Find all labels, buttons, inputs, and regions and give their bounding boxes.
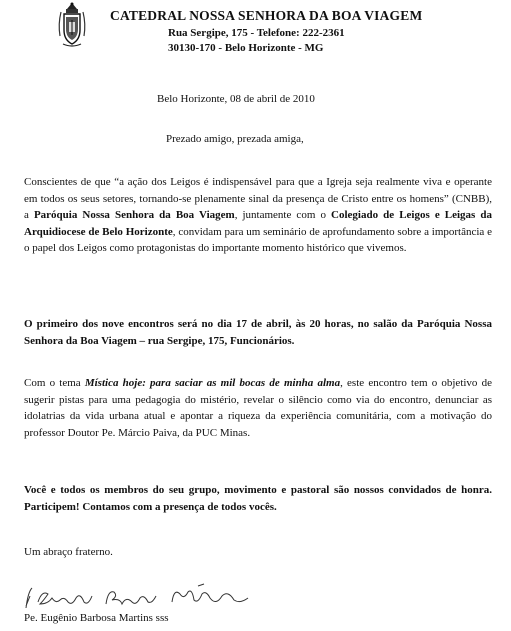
letterhead: [110, 8, 430, 56]
colegiado-name: Colegiado de Leigos e Leigas da Arquidiocese de Belo Horizonte: [24, 209, 493, 238]
paragraph-first-meeting: O primeiro dos nove encontros será no dia 17 de abril, às 20 horas, no salão da Paróquia Nossa Senhora da Boa Viagem – rua Sergipe, 175, Funcionários.: [24, 318, 492, 347]
p3-text-a: Com o tema: [24, 377, 85, 389]
paragraph-invitation: [24, 174, 492, 257]
church-name: CATEDRAL NOSSA SENHORA DA BOA VIAGEM: [110, 8, 423, 23]
parish-name: Paróquia Nossa Senhora da Boa Viagem: [33, 209, 235, 222]
p3-text-c: , este encontro tem o objetivo de sugerir pistas para uma pedagogia do mistério, revelar o silêncio como via do encontro, denunciar as idolatrias da vida urbana atual e apontar a riqueza da experiência comunitária, com a motivação do professor Doutor Pe. Márcio Paiva, da PUC Minas.: [24, 377, 492, 439]
letter-date: Belo Horizonte, 08 de abril de 2010: [157, 93, 315, 105]
coat-of-arms-icon: [55, 2, 89, 48]
closing-salutation: Um abraço fraterno.: [24, 546, 113, 558]
signer-name: Pe. Eugênio Barbosa Martins sss: [24, 612, 169, 624]
p1-text-e: , convidam para um seminário de aprofundamento sobre a importância e o papel dos Leigos como protagonistas do importante momento histórico que vivemos.: [24, 225, 492, 255]
paragraph-theme: [24, 375, 492, 441]
p1-text-c: , juntamente com o: [234, 209, 332, 222]
letter-greeting: Prezado amigo, prezada amiga,: [166, 133, 304, 145]
handwritten-signature: [22, 582, 272, 614]
p1-text-a: Conscientes de que “a ação dos Leigos é indispensável para que a Igreja seja realmente viva e operante em todos os seus setores, tornando-se plenamente sinal da presença de Cristo entre os homens” (CNBB), a: [24, 176, 492, 222]
postal-city: 30130-170 - Belo Horizonte - MG: [168, 42, 324, 54]
theme-title: Mística hoje: para saciar as mil bocas de minha alma: [84, 377, 341, 389]
address-phone: Rua Sergipe, 175 - Telefone: 222-2361: [168, 27, 345, 39]
paragraph-invite-all: Você e todos os membros do seu grupo, movimento e pastoral são nossos convidados de honra. Participem! Contamos com a presença de todos vocês.: [24, 484, 492, 513]
